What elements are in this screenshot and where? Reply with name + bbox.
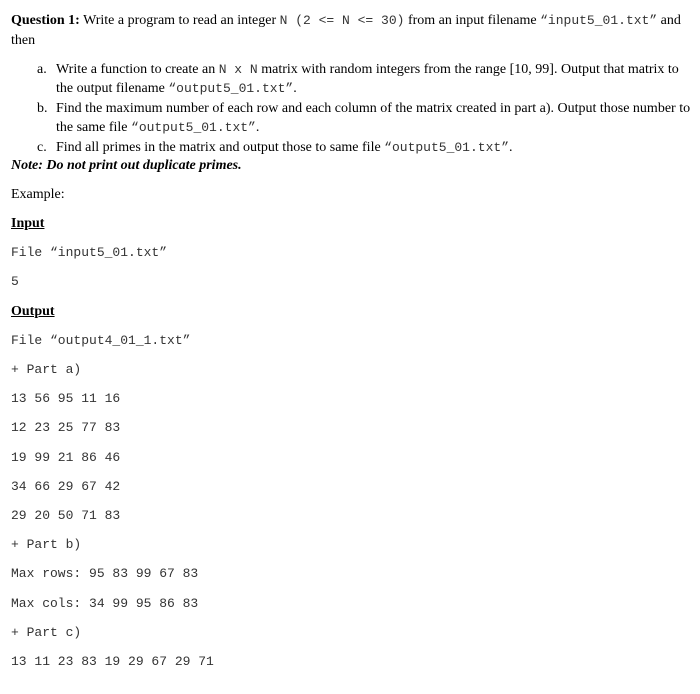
example-label: Example: (11, 187, 65, 202)
item-code: “output5_01.txt” (168, 81, 294, 96)
question-text-part: and then (11, 13, 681, 48)
input-file: File “input5_01.txt” (11, 245, 168, 260)
part-a-label: + Part a) (11, 362, 82, 377)
matrix-row: 13 56 95 11 16 (11, 391, 121, 406)
list-marker: a. (37, 62, 47, 77)
list-marker: b. (37, 101, 48, 116)
part-b-label: + Part b) (11, 537, 82, 552)
matrix-row: 29 20 50 71 83 (11, 508, 121, 523)
output-file: File “output4_01_1.txt” (11, 333, 191, 348)
part-c-label: + Part c) (11, 625, 82, 640)
item-text: matrix with random integers from the range [10, 99]. Output that matrix to the output filename (56, 62, 679, 96)
item-text: Write a function to create an (56, 62, 219, 77)
requirements-list (37, 60, 692, 158)
question-code-filename: “input5_01.txt” (540, 13, 658, 28)
item-text: Find all primes in the matrix and output those to same file (56, 140, 385, 155)
note: Note: Do not print out duplicate primes. (11, 158, 242, 173)
max-cols: Max cols: 34 99 95 86 83 (11, 596, 199, 611)
input-value: 5 (11, 274, 19, 289)
item-text: . (293, 81, 297, 96)
output-header: Output (11, 304, 55, 319)
question-code-range: N (2 <= N <= 30) (279, 13, 405, 28)
matrix-row: 12 23 25 77 83 (11, 420, 121, 435)
question-label: Question 1: (11, 13, 80, 28)
max-rows: Max rows: 95 83 99 67 83 (11, 566, 199, 581)
question-text-part: Write a program to read an integer (79, 13, 280, 28)
item-text: Find the maximum number of each row and each column of the matrix created in part a). Output those number to the same file (56, 101, 691, 135)
list-marker: c. (37, 140, 47, 155)
item-text: . (255, 120, 260, 135)
matrix-row: 34 66 29 67 42 (11, 479, 121, 494)
list-item (37, 60, 692, 98)
item-code: N x N (218, 62, 258, 77)
matrix-row: 19 99 21 86 46 (11, 450, 121, 465)
list-item (37, 99, 692, 137)
primes-output: 13 11 23 83 19 29 67 29 71 (11, 654, 214, 669)
item-code: “output5_01.txt” (131, 120, 256, 135)
question-text-part: from an input filename (404, 13, 541, 28)
input-header: Input (11, 216, 45, 231)
item-text: . (509, 140, 513, 155)
question-text (11, 11, 695, 51)
item-code: “output5_01.txt” (384, 140, 509, 155)
list-item (37, 138, 692, 157)
